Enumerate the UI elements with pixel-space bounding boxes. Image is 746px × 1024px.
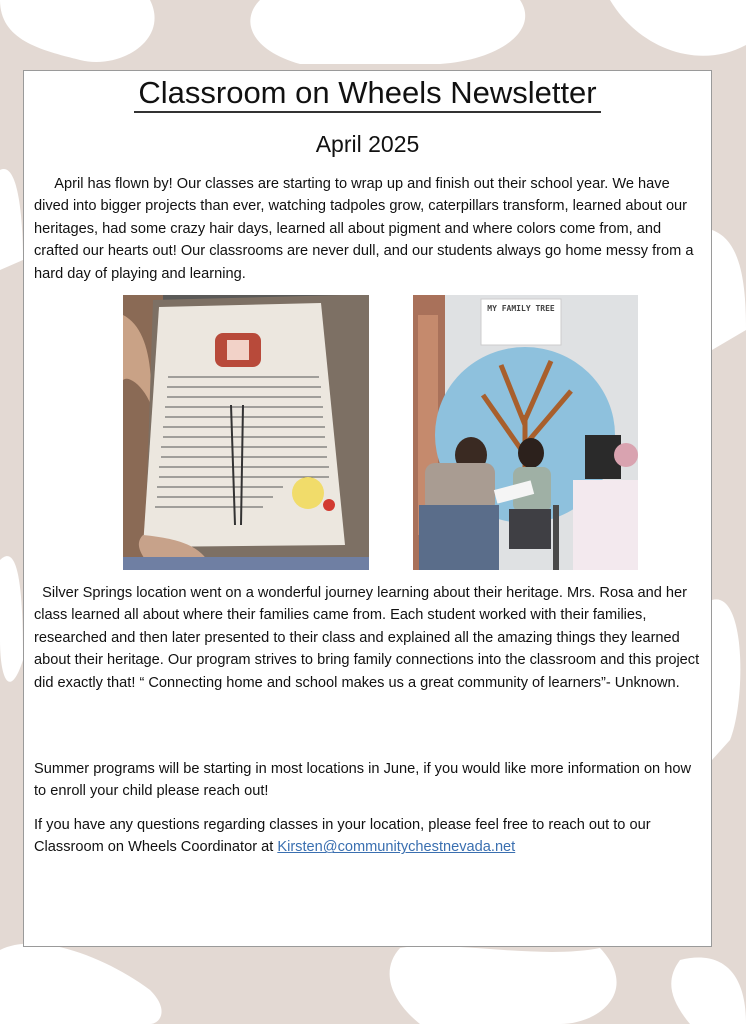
contact-paragraph: If you have any questions regarding classes in your location, please feel free to reach out to our Classroom on Wheels Coordinator at Kirsten@communitychestnevada.net	[34, 817, 651, 856]
newsletter-date: April 2025	[315, 131, 420, 157]
newsletter-title: Classroom on Wheels Newsletter	[24, 75, 711, 111]
family-tree-poster-label: MY FAMILY TREE	[487, 304, 555, 313]
newsletter-page	[23, 70, 712, 947]
family-tree-photo	[413, 295, 638, 570]
coordinator-email-link[interactable]: Kirsten@communitychestnevada.net	[277, 839, 516, 856]
family-crest-photo	[123, 295, 369, 570]
summer-paragraph: Summer programs will be starting in most locations in June, if you would like more information on how to enroll your child please reach out!	[34, 761, 692, 800]
intro-paragraph: April has flown by! Our classes are starting to wrap up and finish out their school year. We have dived into bigger projects than ever, watching tadpoles grow, caterpillars transform, learned about our heritages, had some crazy hair days, learned all about pigment and where colors come from, and crafted our hearts out! Our classrooms are never dull, and our students always go home messy from a hard day of playing and learning.	[34, 176, 694, 282]
heritage-paragraph: Silver Springs location went on a wonderful journey learning about their heritage. Mrs. Rosa and her class learned all about where their families came from. Each student worked with their families, researched and then later presented to their class and explained all the amazing things they learned about their heritage. Our program strives to bring family connections into the classroom and this project did exactly that! “ Connecting home and school makes us a great community of learners”- Unknown.	[34, 585, 700, 691]
